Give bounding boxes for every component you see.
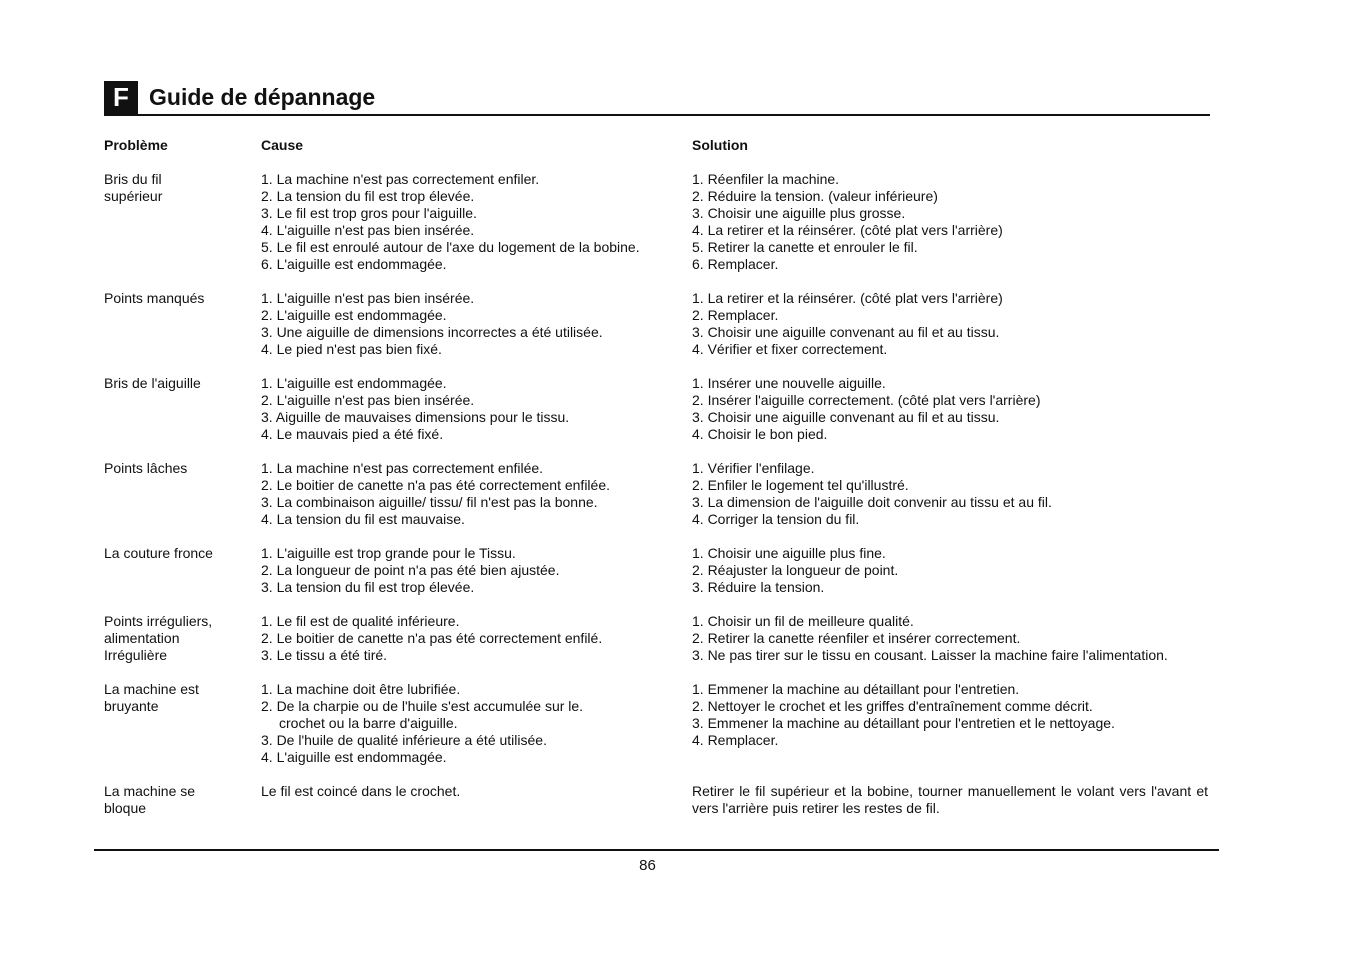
cause-item: Le fil est coincé dans le crochet.	[261, 783, 461, 799]
problem-cell	[104, 681, 254, 715]
cause-item: 3. La tension du fil est trop élevée.	[261, 579, 475, 595]
cause-item: 3. De l'huile de qualité inférieure a été utilisée.	[261, 732, 547, 748]
solution-item: 2. Réajuster la longueur de point.	[692, 562, 899, 578]
solution-item: 3. Réduire la tension.	[692, 579, 825, 595]
table-row	[104, 375, 1214, 460]
table-row	[104, 290, 1214, 375]
solution-item: 3. Ne pas tirer sur le tissu en cousant. Laisser la machine faire l'alimentation.	[692, 647, 1168, 663]
cause-item: 2. L'aiguille n'est pas bien insérée.	[261, 392, 475, 408]
problem-cell	[104, 460, 254, 477]
problem-cell	[104, 613, 254, 664]
solution-item: 4. La retirer et la réinsérer. (côté plat vers l'arrière)	[692, 222, 1003, 238]
cause-item: 2. De la charpie ou de l'huile s'est accumulée sur le.	[261, 698, 584, 714]
solution-item: 1. Vérifier l'enfilage.	[692, 460, 815, 476]
table-row	[104, 171, 1214, 290]
cause-item: 4. L'aiguille est endommagée.	[261, 749, 447, 765]
table-row	[104, 681, 1214, 783]
problem-text: supérieur	[104, 188, 163, 204]
cause-item: 1. La machine n'est pas correctement enfiler.	[261, 171, 540, 187]
section-header	[104, 80, 1210, 116]
cause-item: 1. Le fil est de qualité inférieure.	[261, 613, 460, 629]
solution-item: 2. Réduire la tension. (valeur inférieure)	[692, 188, 938, 204]
solution-item: 1. Réenfiler la machine.	[692, 171, 840, 187]
solution-item: 2. Retirer la canette réenfiler et insérer correctement.	[692, 630, 1021, 646]
solution-item: 2. Remplacer.	[692, 307, 779, 323]
solution-item: 4. Choisir le bon pied.	[692, 426, 828, 442]
problem-text: Irrégulière	[104, 647, 168, 663]
problem-cell	[104, 290, 254, 307]
solution-item: 1. Choisir une aiguille plus fine.	[692, 545, 886, 561]
troubleshooting-table	[104, 171, 1214, 834]
cause-item: 2. La tension du fil est trop élevée.	[261, 188, 475, 204]
problem-text: La machine est	[104, 681, 199, 697]
cause-item: 3. Une aiguille de dimensions incorrectes a été utilisée.	[261, 324, 603, 340]
problem-cell	[104, 783, 254, 817]
problem-text: Points manqués	[104, 290, 205, 306]
table-row	[104, 613, 1214, 681]
table-row	[104, 545, 1214, 613]
problem-text: bloque	[104, 800, 147, 816]
solution-item: 3. Choisir une aiguille convenant au fil et au tissu.	[692, 324, 1000, 340]
cause-item: 1. L'aiguille est trop grande pour le Tissu.	[261, 545, 516, 561]
cause-item: 4. Le mauvais pied a été fixé.	[261, 426, 444, 442]
solution-cell	[692, 171, 1214, 273]
table-row	[104, 460, 1214, 545]
cause-item: 2. L'aiguille est endommagée.	[261, 307, 447, 323]
page-number: 86	[639, 857, 656, 874]
cause-item: 1. L'aiguille n'est pas bien insérée.	[261, 290, 475, 306]
cause-item: 1. La machine doit être lubrifiée.	[261, 681, 461, 697]
solution-item: 3. Choisir une aiguille convenant au fil et au tissu.	[692, 409, 1000, 425]
title-divider	[104, 114, 1210, 116]
solution-item: 5. Retirer la canette et enrouler le fil.	[692, 239, 918, 255]
solution-cell	[692, 545, 1214, 596]
problem-text: bruyante	[104, 698, 159, 714]
cause-cell	[261, 613, 691, 664]
cause-cell	[261, 681, 691, 766]
problem-cell	[104, 545, 254, 562]
solution-item: 1. Emmener la machine au détaillant pour l'entretien.	[692, 681, 1020, 697]
cause-cell	[261, 375, 691, 443]
problem-text: La machine se	[104, 783, 196, 799]
section-letter-badge: F	[104, 81, 138, 114]
column-header-problem: Problème	[104, 137, 168, 153]
problem-cell	[104, 375, 254, 392]
solution-item: 4. Remplacer.	[692, 732, 779, 748]
cause-cell	[261, 460, 691, 528]
cause-item: 4. L'aiguille n'est pas bien insérée.	[261, 222, 475, 238]
cause-item: 3. Le tissu a été tiré.	[261, 647, 388, 663]
problem-text: Points lâches	[104, 460, 188, 476]
solution-cell	[692, 375, 1214, 443]
problem-text: Points irréguliers,	[104, 613, 213, 629]
solution-item: 4. Corriger la tension du fil.	[692, 511, 860, 527]
solution-cell	[692, 460, 1214, 528]
table-row	[104, 783, 1214, 834]
cause-item: 5. Le fil est enroulé autour de l'axe du logement de la bobine.	[261, 239, 640, 255]
solution-item: 6. Remplacer.	[692, 256, 779, 272]
solution-cell	[692, 783, 1214, 817]
solution-item: 1. Choisir un fil de meilleure qualité.	[692, 613, 914, 629]
solution-item: 3. Choisir une aiguille plus grosse.	[692, 205, 906, 221]
cause-cell	[261, 290, 691, 358]
cause-item: 3. Le fil est trop gros pour l'aiguille.	[261, 205, 477, 221]
solution-text: Retirer le fil supérieur et la bobine, tourner manuellement le volant vers l'avant et vers l'arrière puis retirer les restes de fil.	[692, 783, 1208, 816]
solution-cell	[692, 290, 1214, 358]
cause-cell	[261, 545, 691, 596]
problem-text: Bris de l'aiguille	[104, 375, 201, 391]
cause-item: 6. L'aiguille est endommagée.	[261, 256, 447, 272]
cause-item: 3. Aiguille de mauvaises dimensions pour le tissu.	[261, 409, 570, 425]
cause-item: 2. Le boitier de canette n'a pas été correctement enfilée.	[261, 477, 611, 493]
solution-item: 3. Emmener la machine au détaillant pour l'entretien et le nettoyage.	[692, 715, 1115, 731]
solution-item: 4. Vérifier et fixer correctement.	[692, 341, 888, 357]
solution-cell	[692, 681, 1214, 749]
solution-cell	[692, 613, 1214, 664]
cause-cell	[261, 783, 691, 800]
solution-item: 1. Insérer une nouvelle aiguille.	[692, 375, 886, 391]
cause-item: 1. L'aiguille est endommagée.	[261, 375, 447, 391]
solution-item: 2. Enfiler le logement tel qu'illustré.	[692, 477, 909, 493]
cause-item: 3. La combinaison aiguille/ tissu/ fil n'est pas la bonne.	[261, 494, 598, 510]
cause-item: crochet ou la barre d'aiguille.	[279, 715, 458, 731]
cause-item: 1. La machine n'est pas correctement enfilée.	[261, 460, 544, 476]
cause-item: 2. La longueur de point n'a pas été bien ajustée.	[261, 562, 560, 578]
page-title: Guide de dépannage	[149, 84, 376, 110]
problem-text: Bris du fil	[104, 171, 162, 187]
cause-cell	[261, 171, 691, 273]
solution-item: 2. Insérer l'aiguille correctement. (côté plat vers l'arrière)	[692, 392, 1041, 408]
solution-item: 3. La dimension de l'aiguille doit convenir au tissu et au fil.	[692, 494, 1052, 510]
column-header-solution: Solution	[692, 137, 748, 153]
problem-text: La couture fronce	[104, 545, 213, 561]
problem-text: alimentation	[104, 630, 180, 646]
cause-item: 4. Le pied n'est pas bien fixé.	[261, 341, 442, 357]
solution-item: 1. La retirer et la réinsérer. (côté plat vers l'arrière)	[692, 290, 1003, 306]
column-headers	[104, 137, 1214, 155]
cause-item: 2. Le boitier de canette n'a pas été correctement enfilé.	[261, 630, 603, 646]
cause-item: 4. La tension du fil est mauvaise.	[261, 511, 465, 527]
problem-cell	[104, 171, 254, 205]
solution-item: 2. Nettoyer le crochet et les griffes d'entraînement comme décrit.	[692, 698, 1093, 714]
column-header-cause: Cause	[261, 137, 304, 153]
footer-divider	[94, 849, 1219, 851]
